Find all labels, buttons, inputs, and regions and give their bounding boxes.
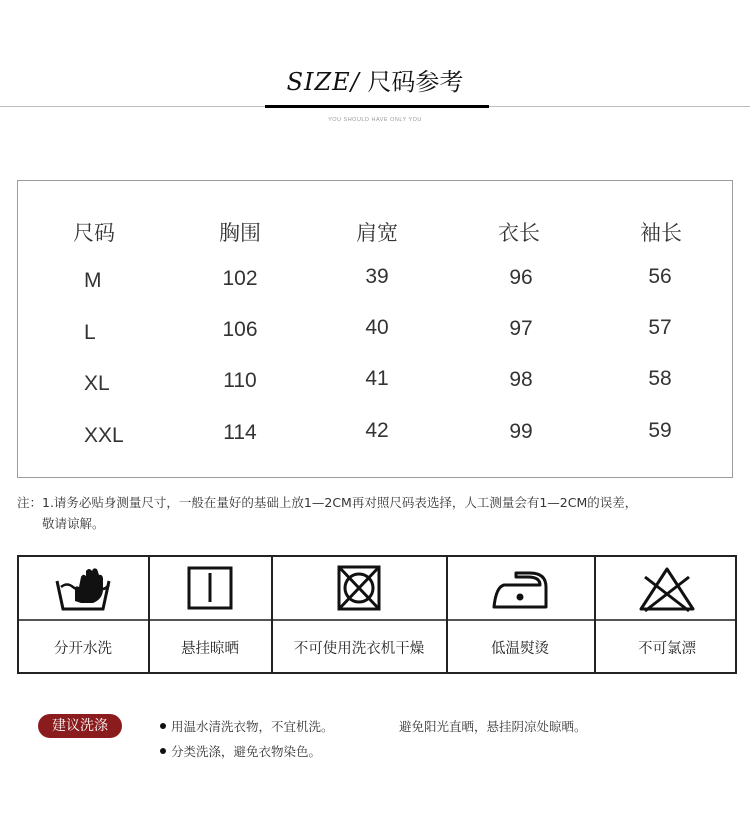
table-cell: 41 xyxy=(365,367,389,390)
table-cell: 56 xyxy=(648,265,672,288)
size-table xyxy=(17,180,733,478)
size-header-sleeve: 袖长 xyxy=(640,221,682,245)
title-chinese: 尺码参考 xyxy=(359,68,464,96)
hang-dry-icon xyxy=(180,563,240,613)
care-divider xyxy=(271,557,273,672)
care-divider xyxy=(19,619,735,621)
size-header-shoulder: 肩宽 xyxy=(356,221,398,245)
note-line: 敬请谅解。 xyxy=(42,516,105,531)
page-title xyxy=(0,62,750,97)
table-cell: 59 xyxy=(648,419,672,442)
wash-advice-badge: 建议洗涤 xyxy=(38,714,122,738)
bullet-icon xyxy=(160,723,166,729)
size-header-size: 尺码 xyxy=(73,221,115,245)
page-subtitle: YOU SHOULD HAVE ONLY YOU xyxy=(328,117,422,123)
care-divider xyxy=(594,557,596,672)
hand-wash-icon xyxy=(53,563,113,613)
advice-text: 用温水清洗衣物，不宜机洗。 xyxy=(171,719,334,734)
care-table xyxy=(17,555,737,674)
table-cell: 96 xyxy=(509,266,533,289)
table-cell: 42 xyxy=(365,419,389,442)
table-cell: XXL xyxy=(84,424,124,447)
size-header-length: 衣长 xyxy=(498,221,540,245)
bullet-icon xyxy=(160,748,166,754)
care-divider xyxy=(148,557,150,672)
table-cell: 58 xyxy=(648,367,672,390)
table-cell: 106 xyxy=(222,318,258,341)
table-cell: 102 xyxy=(222,267,258,290)
size-header-chest: 胸围 xyxy=(219,221,261,245)
table-cell: 57 xyxy=(648,316,672,339)
advice-text-2: 避免阳光直晒，悬挂阴凉处晾晒。 xyxy=(399,719,587,734)
table-cell: 99 xyxy=(509,420,533,443)
no-tumble-dry-icon xyxy=(329,563,389,613)
title-english: SIZE/ xyxy=(286,68,360,96)
care-label-hang-dry: 悬挂晾晒 xyxy=(181,641,239,657)
care-divider xyxy=(446,557,448,672)
measurement-note xyxy=(17,492,637,534)
table-cell: 98 xyxy=(509,368,533,391)
table-cell: 40 xyxy=(365,316,389,339)
care-label-hand-wash: 分开水洗 xyxy=(54,641,112,657)
low-iron-icon xyxy=(490,563,550,613)
advice-line-2 xyxy=(160,742,321,760)
table-cell: 110 xyxy=(223,369,257,392)
care-label-low-iron: 低温熨烫 xyxy=(491,641,549,657)
table-cell: 114 xyxy=(223,421,257,444)
table-cell: 39 xyxy=(365,265,389,288)
title-underline xyxy=(265,105,489,108)
advice-line-1 xyxy=(160,717,334,735)
care-label-no-tumble-dry: 不可使用洗衣机干燥 xyxy=(293,641,425,657)
table-cell: 97 xyxy=(509,317,533,340)
table-cell: L xyxy=(84,321,96,344)
table-cell: M xyxy=(84,269,102,292)
advice-text: 分类洗涤，避免衣物染色。 xyxy=(171,744,322,759)
no-bleach-icon xyxy=(637,563,697,613)
care-label-no-bleach: 不可氯漂 xyxy=(638,641,696,657)
table-cell: XL xyxy=(84,372,110,395)
note-line: 注：1.请务必贴身测量尺寸，一般在量好的基础上放1—2CM再对照尺码表选择，人工测量会有1—2CM的误差， xyxy=(17,495,638,510)
